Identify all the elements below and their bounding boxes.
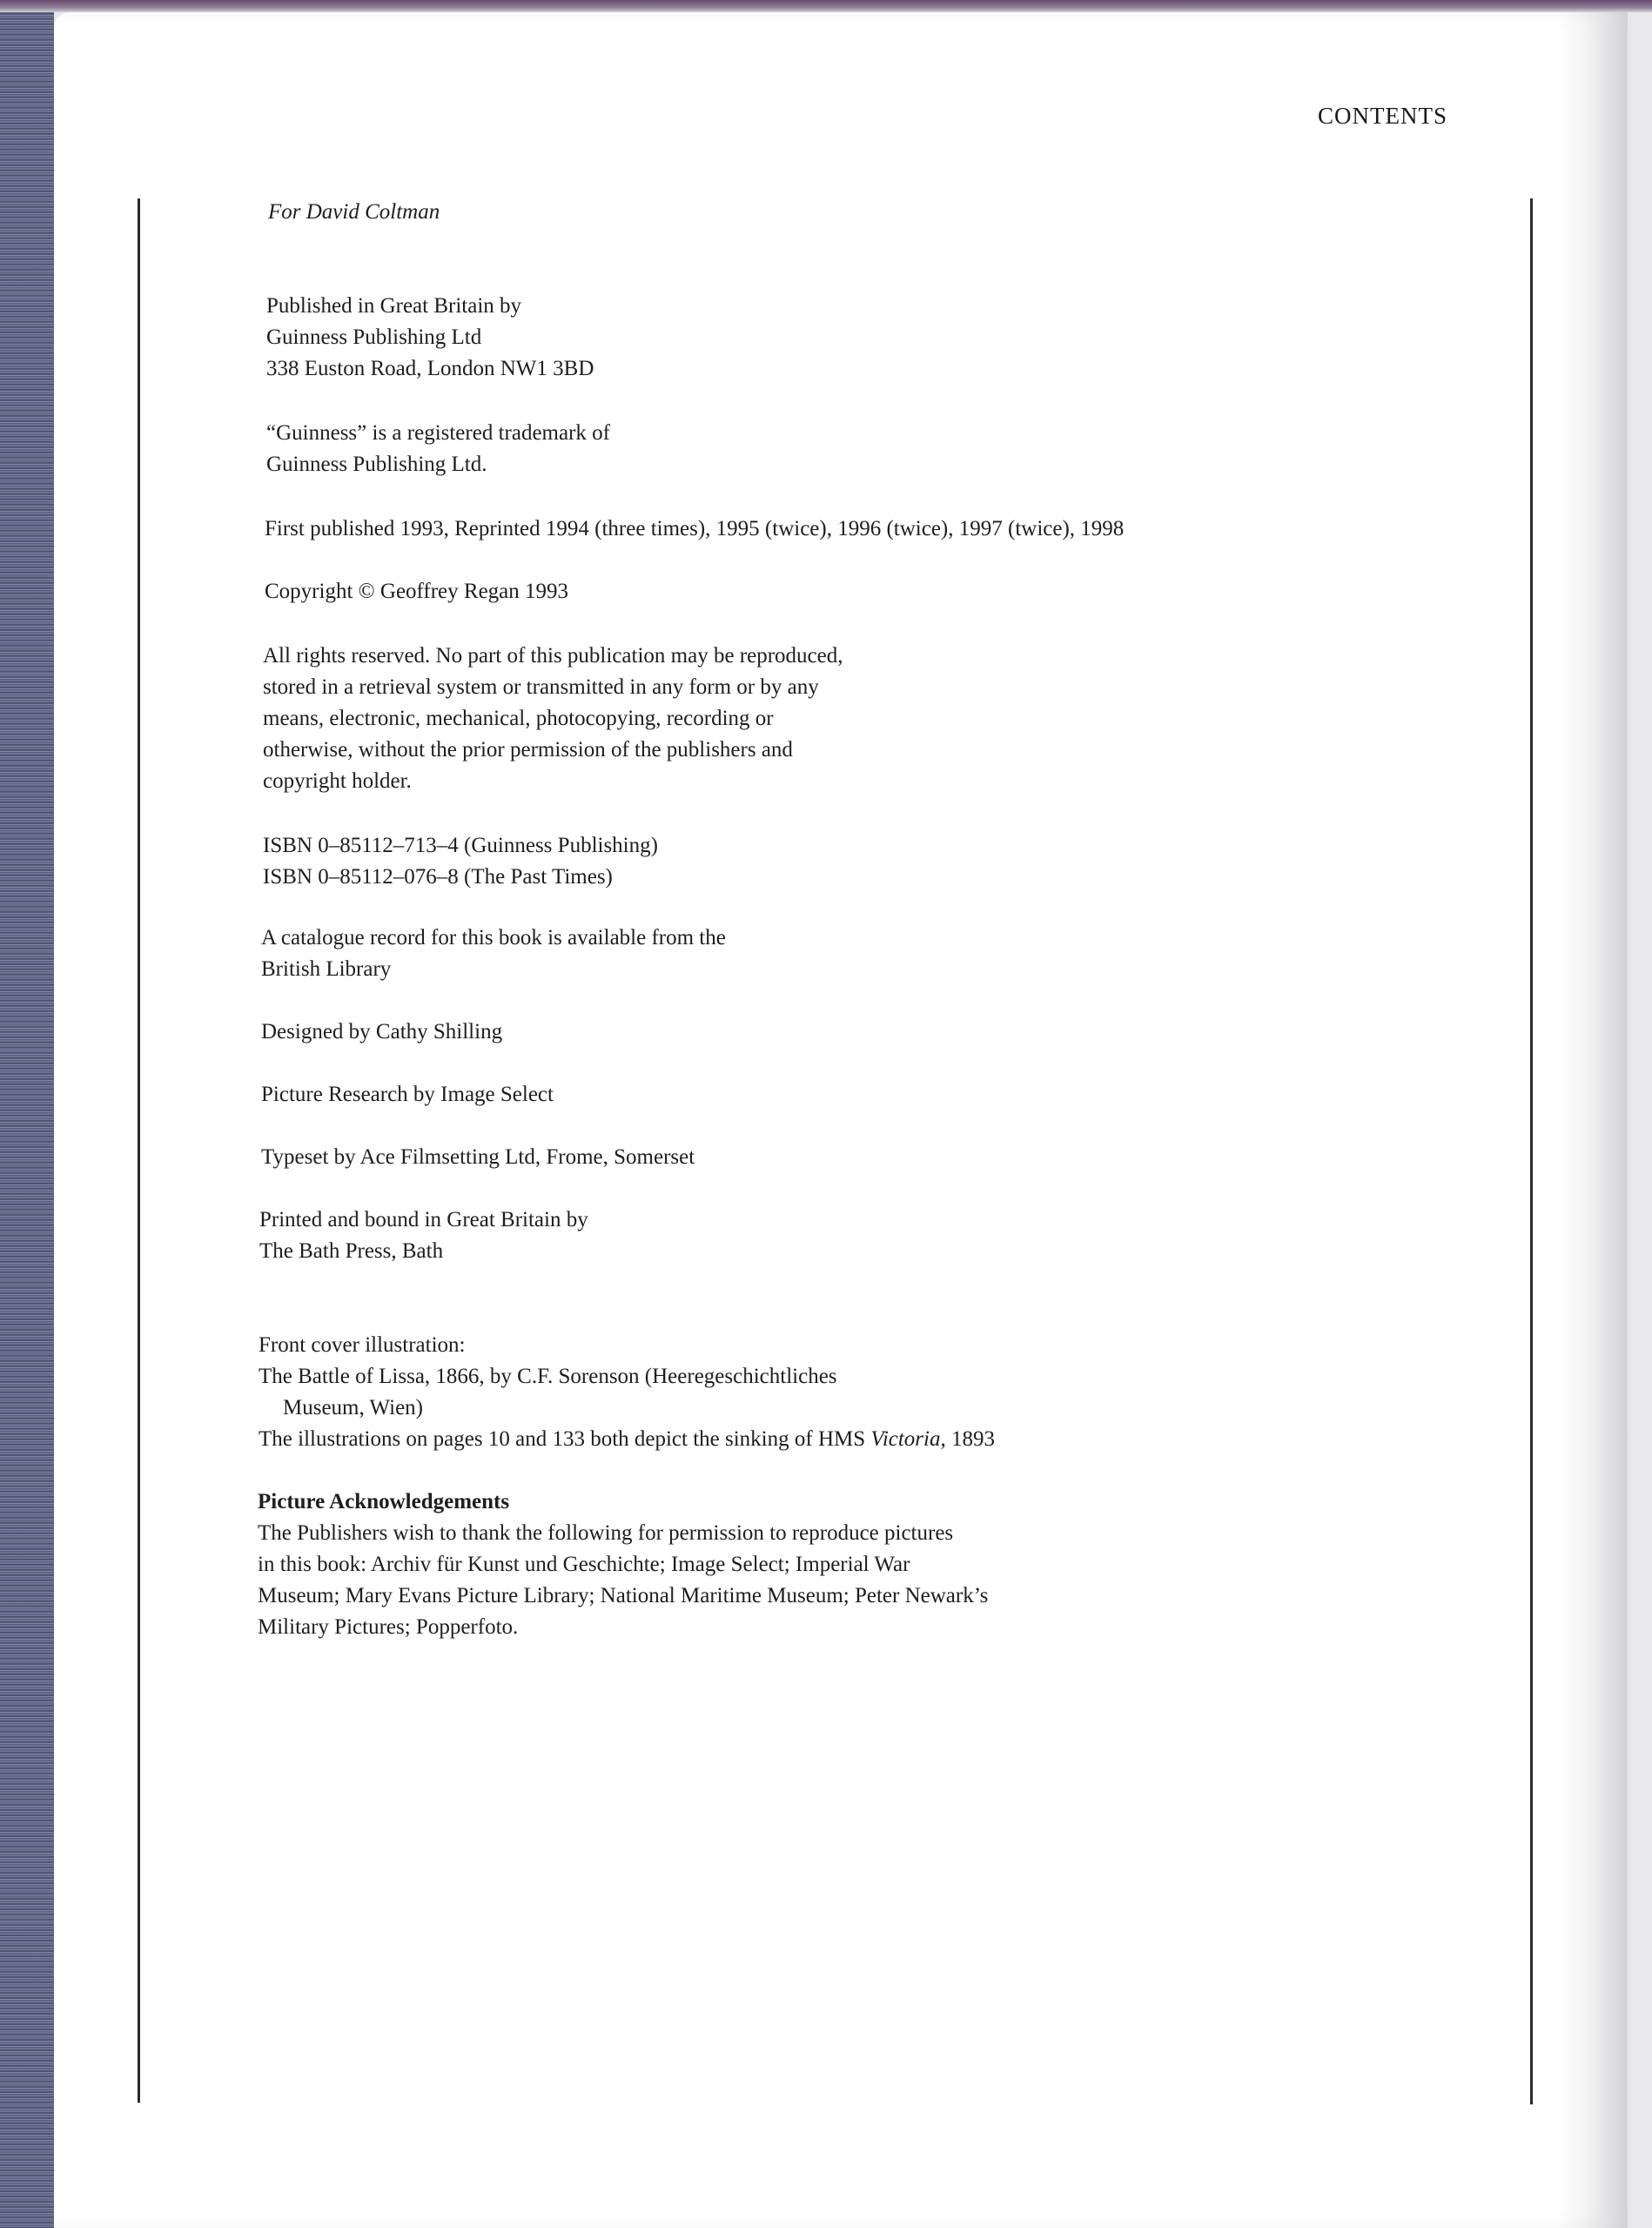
rights-line: otherwise, without the prior permission of the publishers and [263,738,793,762]
rights-line: means, electronic, mechanical, photocopying, recording or [263,707,774,730]
dedication [268,197,1400,228]
page-gutter-shadow [1558,12,1628,2228]
publisher-line: Published in Great Britain by [266,294,522,318]
cover-line: The Battle of Lissa, 1866, by C.F. Sorenson (Heeregeschichtliches [259,1365,837,1388]
ship-name: Victoria [870,1427,941,1451]
isbn-line: ISBN 0–85112–713–4 (Guinness Publishing) [263,834,658,857]
acknowledgements-heading: Picture Acknowledgements [258,1490,510,1513]
acknowledgements-line: in this book: Archiv für Kunst und Geschichte; Image Select; Imperial War [258,1553,910,1576]
trademark-line: “Guinness” is a registered trademark of [266,421,610,445]
publication-history [265,513,1396,545]
publisher-line: Guinness Publishing Ltd [266,325,482,349]
catalogue-line: British Library [261,957,392,981]
rights-block [263,641,1394,797]
illustrations-prefix: The illustrations on pages 10 and 133 both depict the sinking of HMS [259,1427,871,1451]
copyright-text: Copyright © Geoffrey Regan 1993 [265,580,569,603]
acknowledgements-block [258,1486,1389,1643]
acknowledgements-line: Museum; Mary Evans Picture Library; National Maritime Museum; Peter Newark’s [258,1584,989,1607]
publication-history-text: First published 1993, Reprinted 1994 (three times), 1995 (twice), 1996 (twice), 1997 (twice), 1998 [265,517,1125,540]
rights-line: All rights reserved. No part of this publication may be reproduced, [263,644,843,668]
isbn-line: ISBN 0–85112–076–8 (The Past Times) [263,865,613,889]
rights-line: copyright holder. [263,769,412,793]
printed-block [259,1205,1391,1267]
copyright [265,576,1396,607]
illustrations-suffix: , 1893 [940,1427,995,1451]
acknowledgements-line: Military Pictures; Popperfoto. [258,1615,519,1639]
running-head: CONTENTS [1318,103,1447,129]
picture-research-text: Picture Research by Image Select [261,1083,554,1106]
trademark-block [266,418,1398,480]
rights-line: stored in a retrieval system or transmitted in any form or by any [263,675,819,699]
cover-credit-block [259,1330,1390,1455]
right-margin-rule [1530,198,1533,2104]
left-margin-rule [138,198,140,2103]
trademark-line: Guinness Publishing Ltd. [266,453,487,476]
printed-line: Printed and bound in Great Britain by [259,1208,588,1231]
acknowledgements-line: The Publishers wish to thank the following for permission to reproduce pictures [258,1521,954,1545]
cover-label: Front cover illustration: [259,1333,466,1357]
publisher-line: 338 Euston Road, London NW1 3BD [266,357,594,380]
printed-line: The Bath Press, Bath [259,1239,444,1263]
catalogue-block [261,923,1393,985]
scan-edge-left [0,0,54,2228]
dedication-text: For David Coltman [268,200,440,224]
illustrations-note [259,1424,1390,1455]
isbn-block [263,830,1394,893]
cover-line: Museum, Wien) [283,1396,424,1419]
publisher-block [266,291,1398,385]
designed-by [261,1017,1393,1048]
designed-by-text: Designed by Cathy Shilling [261,1020,503,1044]
catalogue-line: A catalogue record for this book is available from the [261,926,726,950]
picture-research [261,1079,1393,1111]
scan-edge-top [0,0,1652,12]
typeset-by-text: Typeset by Ace Filmsetting Ltd, Frome, Somerset [261,1145,695,1169]
typeset-by [261,1142,1393,1173]
